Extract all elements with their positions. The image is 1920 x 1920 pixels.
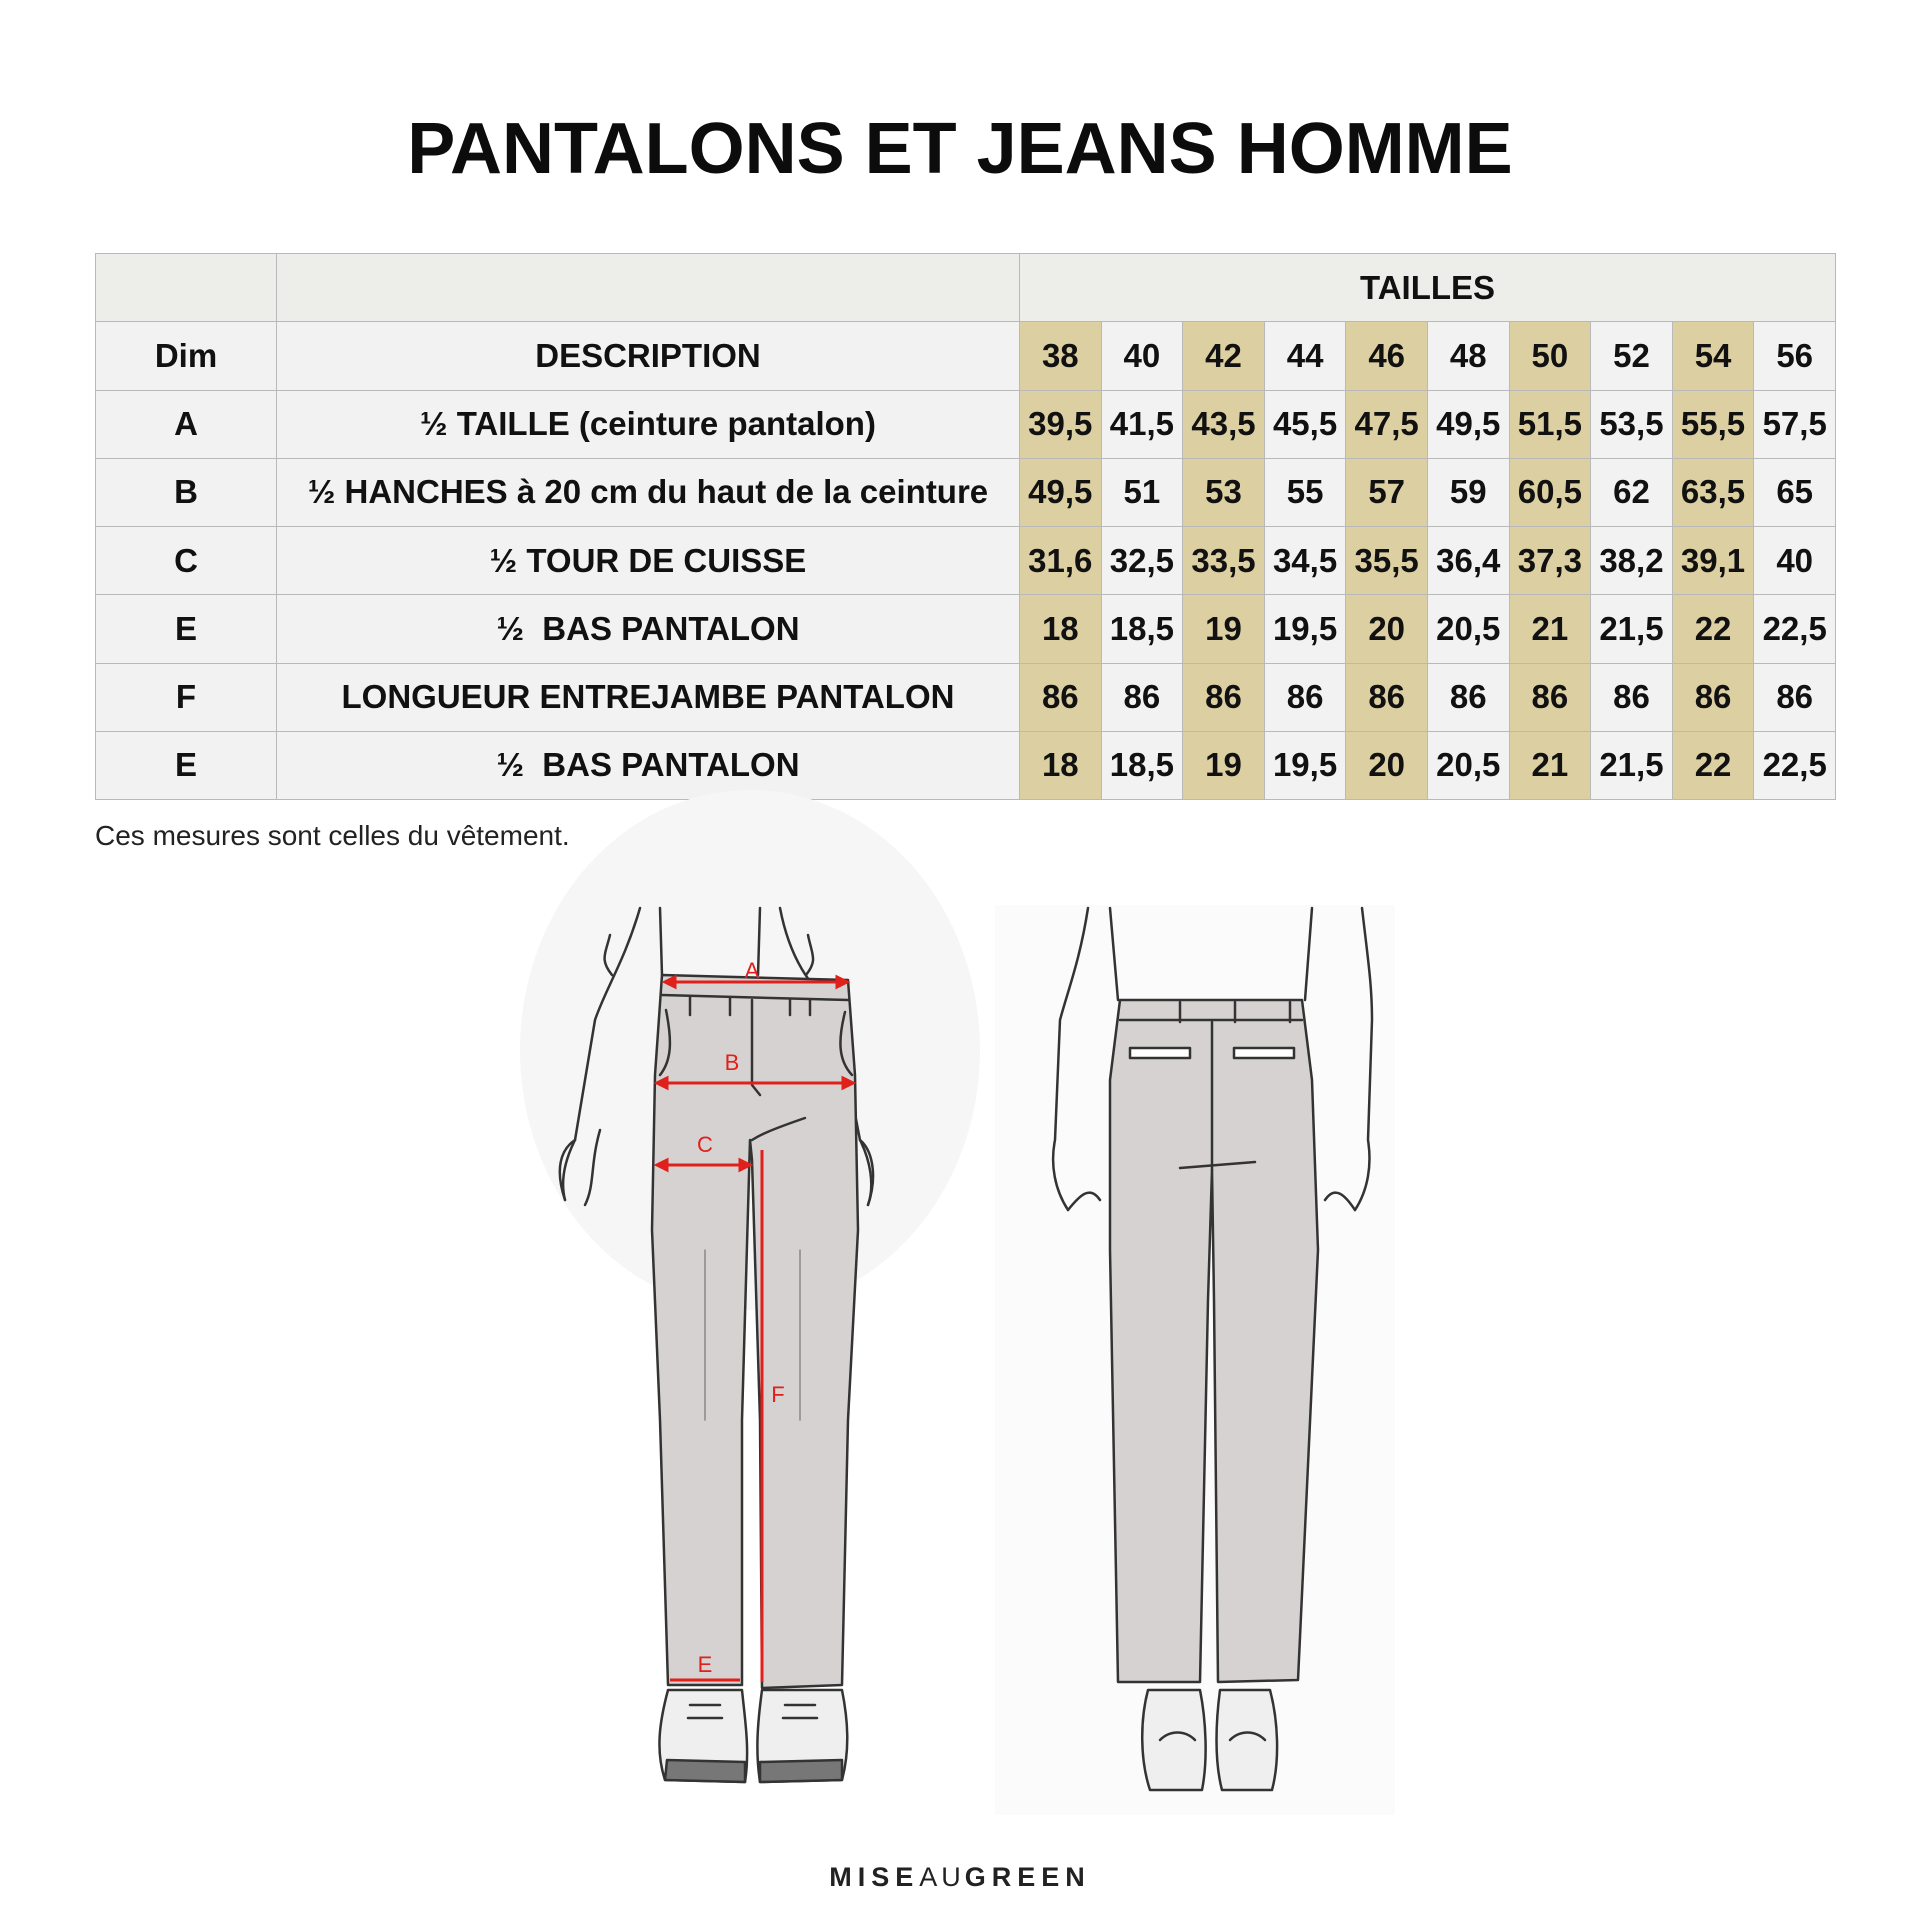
label-e: E bbox=[697, 1652, 713, 1677]
value-cell: 22,5 bbox=[1754, 731, 1836, 799]
value-cell: 65 bbox=[1754, 458, 1836, 526]
value-cell: 86 bbox=[1183, 663, 1265, 731]
dim-header: Dim bbox=[96, 322, 277, 390]
value-cell: 86 bbox=[1672, 663, 1754, 731]
value-cell: 33,5 bbox=[1183, 527, 1265, 595]
value-cell: 20 bbox=[1346, 731, 1428, 799]
label-b: B bbox=[724, 1050, 740, 1075]
dim-cell: C bbox=[96, 527, 277, 595]
value-cell: 21,5 bbox=[1591, 731, 1673, 799]
value-cell: 43,5 bbox=[1183, 390, 1265, 458]
value-cell: 20,5 bbox=[1427, 731, 1509, 799]
dim-cell: A bbox=[96, 390, 277, 458]
value-cell: 60,5 bbox=[1509, 458, 1591, 526]
value-cell: 86 bbox=[1591, 663, 1673, 731]
description-cell: ½ BAS PANTALON bbox=[277, 731, 1020, 799]
value-cell: 47,5 bbox=[1346, 390, 1428, 458]
value-cell: 62 bbox=[1591, 458, 1673, 526]
label-a: A bbox=[744, 958, 760, 983]
value-cell: 20 bbox=[1346, 595, 1428, 663]
size-header-52: 52 bbox=[1591, 322, 1673, 390]
value-cell: 18,5 bbox=[1101, 731, 1183, 799]
value-cell: 55,5 bbox=[1672, 390, 1754, 458]
dim-cell: F bbox=[96, 663, 277, 731]
value-cell: 86 bbox=[1101, 663, 1183, 731]
value-cell: 34,5 bbox=[1264, 527, 1346, 595]
value-cell: 51 bbox=[1101, 458, 1183, 526]
value-cell: 57 bbox=[1346, 458, 1428, 526]
value-cell: 86 bbox=[1427, 663, 1509, 731]
label-f: F bbox=[771, 1382, 785, 1407]
size-header-44: 44 bbox=[1264, 322, 1346, 390]
value-cell: 36,4 bbox=[1427, 527, 1509, 595]
description-cell: ½ BAS PANTALON bbox=[277, 595, 1020, 663]
size-header-40: 40 bbox=[1101, 322, 1183, 390]
value-cell: 86 bbox=[1509, 663, 1591, 731]
value-cell: 49,5 bbox=[1020, 458, 1102, 526]
description-cell: LONGUEUR ENTREJAMBE PANTALON bbox=[277, 663, 1020, 731]
value-cell: 32,5 bbox=[1101, 527, 1183, 595]
value-cell: 18,5 bbox=[1101, 595, 1183, 663]
size-header-50: 50 bbox=[1509, 322, 1591, 390]
value-cell: 86 bbox=[1020, 663, 1102, 731]
value-cell: 18 bbox=[1020, 595, 1102, 663]
value-cell: 20,5 bbox=[1427, 595, 1509, 663]
page-title: PANTALONS ET JEANS HOMME bbox=[407, 109, 1513, 189]
value-cell: 31,6 bbox=[1020, 527, 1102, 595]
value-cell: 35,5 bbox=[1346, 527, 1428, 595]
value-cell: 53,5 bbox=[1591, 390, 1673, 458]
value-cell: 63,5 bbox=[1672, 458, 1754, 526]
tailles-header: TAILLES bbox=[1020, 254, 1836, 322]
value-cell: 38,2 bbox=[1591, 527, 1673, 595]
size-header-46: 46 bbox=[1346, 322, 1428, 390]
brand-logo bbox=[0, 1862, 1920, 1893]
value-cell: 51,5 bbox=[1509, 390, 1591, 458]
brand-part-2: AU bbox=[919, 1862, 965, 1892]
value-cell: 22 bbox=[1672, 731, 1754, 799]
value-cell: 18 bbox=[1020, 731, 1102, 799]
size-header-56: 56 bbox=[1754, 322, 1836, 390]
brand-part-1: MISE bbox=[829, 1862, 920, 1892]
label-c: C bbox=[697, 1132, 713, 1157]
value-cell: 37,3 bbox=[1509, 527, 1591, 595]
back-right-shoe bbox=[1217, 1690, 1278, 1790]
value-cell: 21,5 bbox=[1591, 595, 1673, 663]
value-cell: 86 bbox=[1754, 663, 1836, 731]
brand-part-3: GREEN bbox=[964, 1862, 1091, 1892]
value-cell: 39,1 bbox=[1672, 527, 1754, 595]
value-cell: 19,5 bbox=[1264, 731, 1346, 799]
value-cell: 21 bbox=[1509, 595, 1591, 663]
description-cell: ½ TOUR DE CUISSE bbox=[277, 527, 1020, 595]
value-cell: 39,5 bbox=[1020, 390, 1102, 458]
dim-cell: E bbox=[96, 731, 277, 799]
value-cell: 40 bbox=[1754, 527, 1836, 595]
value-cell: 53 bbox=[1183, 458, 1265, 526]
value-cell: 49,5 bbox=[1427, 390, 1509, 458]
value-cell: 57,5 bbox=[1754, 390, 1836, 458]
value-cell: 19 bbox=[1183, 731, 1265, 799]
value-cell: 22 bbox=[1672, 595, 1754, 663]
value-cell: 55 bbox=[1264, 458, 1346, 526]
value-cell: 22,5 bbox=[1754, 595, 1836, 663]
size-header-54: 54 bbox=[1672, 322, 1754, 390]
size-header-48: 48 bbox=[1427, 322, 1509, 390]
description-cell: ½ HANCHES à 20 cm du haut de la ceinture bbox=[277, 458, 1020, 526]
value-cell: 59 bbox=[1427, 458, 1509, 526]
size-header-42: 42 bbox=[1183, 322, 1265, 390]
dim-cell: E bbox=[96, 595, 277, 663]
value-cell: 86 bbox=[1264, 663, 1346, 731]
size-header-38: 38 bbox=[1020, 322, 1102, 390]
measurement-note: Ces mesures sont celles du vêtement. bbox=[95, 820, 570, 851]
value-cell: 21 bbox=[1509, 731, 1591, 799]
value-cell: 41,5 bbox=[1101, 390, 1183, 458]
description-cell: ½ TAILLE (ceinture pantalon) bbox=[277, 390, 1020, 458]
value-cell: 19 bbox=[1183, 595, 1265, 663]
dim-cell: B bbox=[96, 458, 277, 526]
value-cell: 19,5 bbox=[1264, 595, 1346, 663]
description-header: DESCRIPTION bbox=[277, 322, 1020, 390]
value-cell: 86 bbox=[1346, 663, 1428, 731]
value-cell: 45,5 bbox=[1264, 390, 1346, 458]
